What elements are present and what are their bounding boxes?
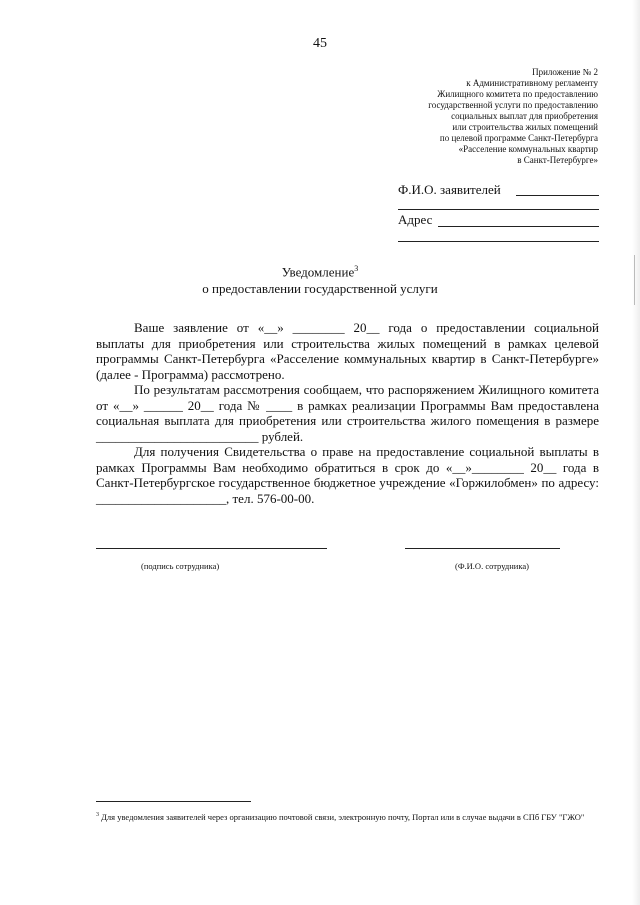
appendix-line: государственной услуги по предоставлению: [428, 100, 598, 110]
appendix-line: в Санкт-Петербурге»: [517, 155, 598, 165]
signature-caption: (подпись сотрудника): [141, 561, 220, 571]
appendix-header: [428, 67, 598, 166]
applicant-address-line-2[interactable]: [398, 241, 599, 242]
applicant-address-line[interactable]: [438, 226, 599, 227]
appendix-line: или строительства жилых помещений: [452, 122, 598, 132]
notice-title: [0, 264, 640, 280]
footnote-mark: 3: [354, 264, 359, 273]
applicant-name-line[interactable]: [516, 195, 599, 196]
notice-body: [96, 320, 599, 506]
signature-line[interactable]: [96, 548, 327, 549]
employee-name-line[interactable]: [405, 548, 560, 549]
appendix-line: Приложение № 2: [532, 67, 598, 77]
applicant-address-label: Адрес: [398, 212, 433, 227]
appendix-line: социальных выплат для приобретения: [451, 111, 598, 121]
paragraph-application: Ваше заявление от «__» ________ 20__ года о предоставлении социальной выплаты для приобретения или строительства жилых помещений в рамках целевой программы Санкт-Петербурга «Расселение коммунальных квартир в Санкт-Петербурге» (далее - Программа) рассмотрено.: [96, 320, 599, 382]
appendix-line: Жилищного комитета по предоставлению: [437, 89, 598, 99]
paragraph-instructions: Для получения Свидетельства о праве на предоставление социальной выплаты в рамках Программы Вам необходимо обратиться в срок до «__»________ 20__ года в Санкт-Петербургское государственное бюджетное учреждение «Горжилобмен» по адресу: ____________________, тел. 576-00-00.: [96, 444, 599, 506]
page-number: 45: [313, 36, 327, 51]
footnote-number: 3: [96, 812, 99, 818]
notice-title-text: Уведомление: [281, 264, 355, 280]
appendix-line: к Административному регламенту: [466, 78, 598, 88]
footnote: [96, 808, 606, 824]
appendix-line: по целевой программе Санкт-Петербурга: [439, 133, 598, 143]
notice-subtitle: о предоставлении государственной услуги: [202, 281, 438, 296]
footnote-divider: [96, 801, 251, 802]
paragraph-decision: По результатам рассмотрения сообщаем, что распоряжением Жилищного комитета от «__» ______ 20__ года № ____ в рамках реализации Программы Вам предоставлена социальная выплата для приобретения или строительства жилого помещения в размере _________________________ рублей.: [96, 382, 599, 444]
footnote-text: Для уведомления заявителей через организацию почтовой связи, электронную почту, Портал или в случае выдачи в СПб ГБУ "ГЖО": [101, 811, 585, 822]
applicant-name-line-2[interactable]: [398, 209, 599, 210]
employee-name-caption: (Ф.И.О. сотрудника): [455, 561, 529, 571]
appendix-line: «Расселение коммунальных квартир: [458, 144, 598, 154]
applicant-name-label: Ф.И.О. заявителей: [398, 182, 501, 197]
scan-edge: [632, 0, 640, 905]
